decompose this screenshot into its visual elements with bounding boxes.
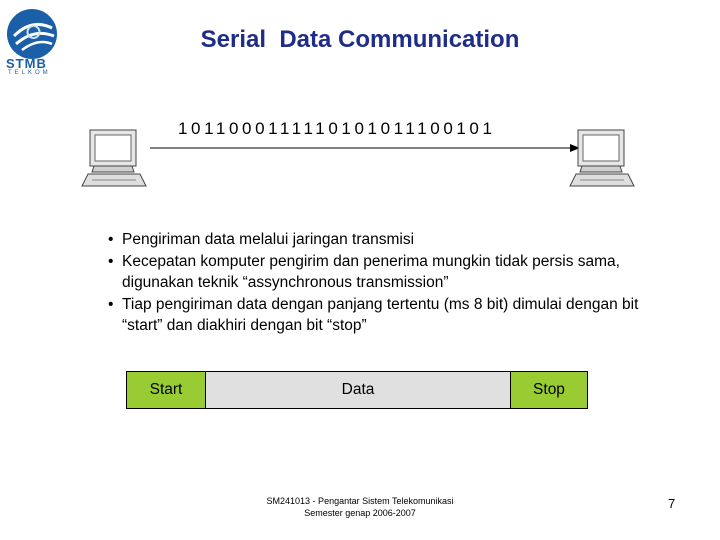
footer-course: SM241013 - Pengantar Sistem Telekomunikasi bbox=[266, 496, 454, 506]
slide-footer bbox=[240, 495, 480, 519]
sender-computer-icon bbox=[80, 128, 148, 190]
frame-stop-bit: Stop bbox=[510, 371, 588, 409]
bullet-text: Kecepatan komputer pengirim dan penerima mungkin tidak persis sama, digunakan teknik “assynchronous transmission” bbox=[122, 252, 620, 291]
footer-semester: Semester genap 2006-2007 bbox=[304, 508, 416, 518]
bullet-dot: • bbox=[108, 295, 114, 313]
slide-title: Serial Data Communication bbox=[200, 26, 520, 53]
bullet-item bbox=[108, 229, 668, 251]
async-frame-diagram bbox=[126, 371, 588, 409]
bullet-list bbox=[108, 229, 668, 337]
bullet-text: Tiap pengiriman data dengan panjang tertentu (ms 8 bit) dimulai dengan bit “start” dan diakhiri dengan bit “stop” bbox=[122, 295, 639, 334]
receiver-computer-icon bbox=[568, 128, 636, 190]
frame-start-bit: Start bbox=[126, 371, 206, 409]
logo-subtext: TELKOM bbox=[8, 70, 51, 76]
page-number: 7 bbox=[668, 496, 676, 511]
logo-text: STMB bbox=[6, 56, 47, 71]
bullet-text: Pengiriman data melalui jaringan transmisi bbox=[122, 231, 415, 248]
bullet-item bbox=[108, 251, 668, 294]
bullet-dot: • bbox=[108, 231, 114, 248]
transmission-arrow bbox=[150, 138, 580, 158]
bullet-item bbox=[108, 294, 668, 337]
bit-stream: 1011000111110101011100101 bbox=[178, 119, 496, 138]
frame-data-bits: Data bbox=[206, 371, 510, 409]
bullet-dot: • bbox=[108, 252, 114, 270]
